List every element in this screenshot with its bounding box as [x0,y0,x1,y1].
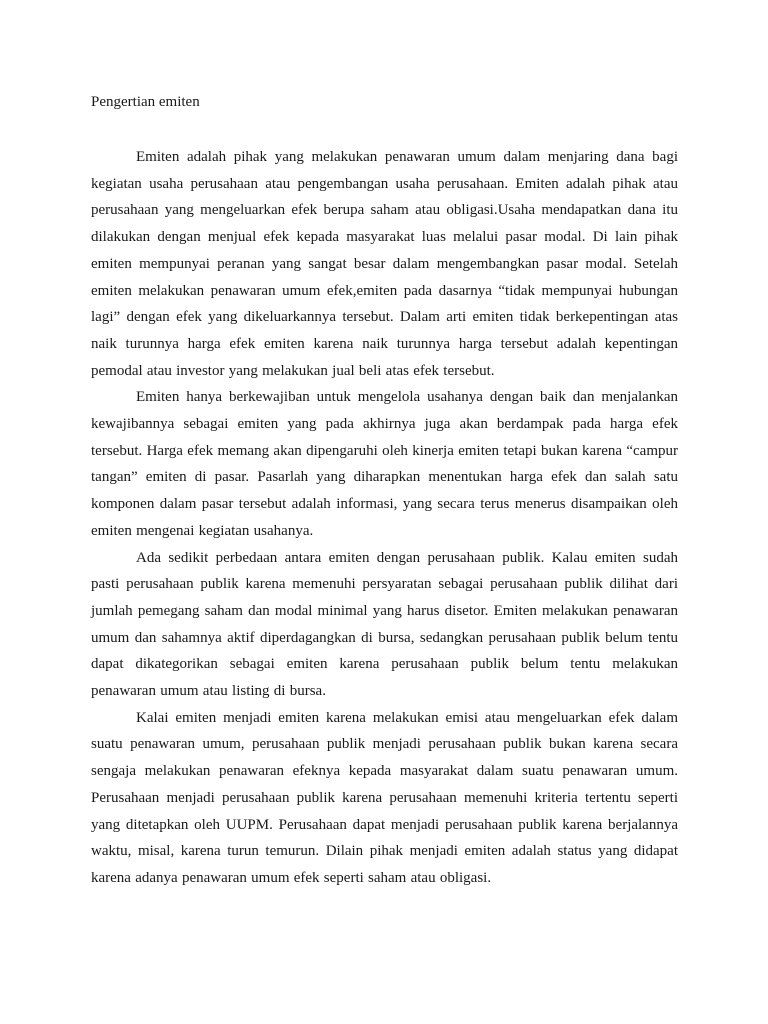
paragraph-2: Emiten hanya berkewajiban untuk mengelola usahanya dengan baik dan menjalankan kewajibannya sebagai emiten yang pada akhirnya juga akan berdampak pada harga efek tersebut. Harga efek memang akan dipengaruhi oleh kinerja emiten tetapi bukan karena “campur tangan” emiten di pasar. Pasarlah yang diharapkan menentukan harga efek dan salah satu komponen dalam pasar tersebut adalah informasi, yang secara terus menerus disampaikan oleh emiten mengenai kegiatan usahanya. [91,389,678,539]
paragraph-1: Emiten adalah pihak yang melakukan penawaran umum dalam menjaring dana bagi kegiatan usaha perusahaan atau pengembangan usaha perusahaan. Emiten adalah pihak atau perusahaan yang mengeluarkan efek berupa saham atau obligasi.Usaha mendapatkan dana itu dilakukan dengan menjual efek kepada masyarakat luas melalui pasar modal. Di lain pihak emiten mempunyai peranan yang sangat besar dalam mengembangkan pasar modal. Setelah emiten melakukan penawaran umum efek,emiten pada dasarnya “tidak mempunyai hubungan lagi” dengan efek yang dikeluarkannya tersebut. Dalam arti emiten tidak berkepentingan atas naik turunnya harga efek emiten karena naik turunnya harga tersebut adalah kepentingan pemodal atau investor yang melakukan jual beli atas efek tersebut. [91,149,678,379]
document-body [91,144,678,892]
paragraph-4: Kalai emiten menjadi emiten karena melakukan emisi atau mengeluarkan efek dalam suatu penawaran umum, perusahaan publik menjadi perusahaan publik bukan karena secara sengaja melakukan penawaran efeknya kepada masyarakat dalam suatu penawaran umum. Perusahaan menjadi perusahaan publik karena perusahaan memenuhi kriteria tertentu seperti yang ditetapkan oleh UUPM. Perusahaan dapat menjadi perusahaan publik karena berjalannya waktu, misal, karena turun temurun. Dilain pihak menjadi emiten adalah status yang didapat karena adanya penawaran umum efek seperti saham atau obligasi. [91,709,678,886]
paragraph-3: Ada sedikit perbedaan antara emiten dengan perusahaan publik. Kalau emiten sudah pasti perusahaan publik karena memenuhi persyaratan sebagai perusahaan publik dilihat dari jumlah pemegang saham dan modal minimal yang harus disetor. Emiten melakukan penawaran umum dan sahamnya aktif diperdagangkan di bursa, sedangkan perusahaan publik belum tentu dapat dikategorikan sebagai emiten karena perusahaan publik belum tentu melakukan penawaran umum atau listing di bursa. [91,549,678,700]
document-title: Pengertian emiten [91,94,200,110]
